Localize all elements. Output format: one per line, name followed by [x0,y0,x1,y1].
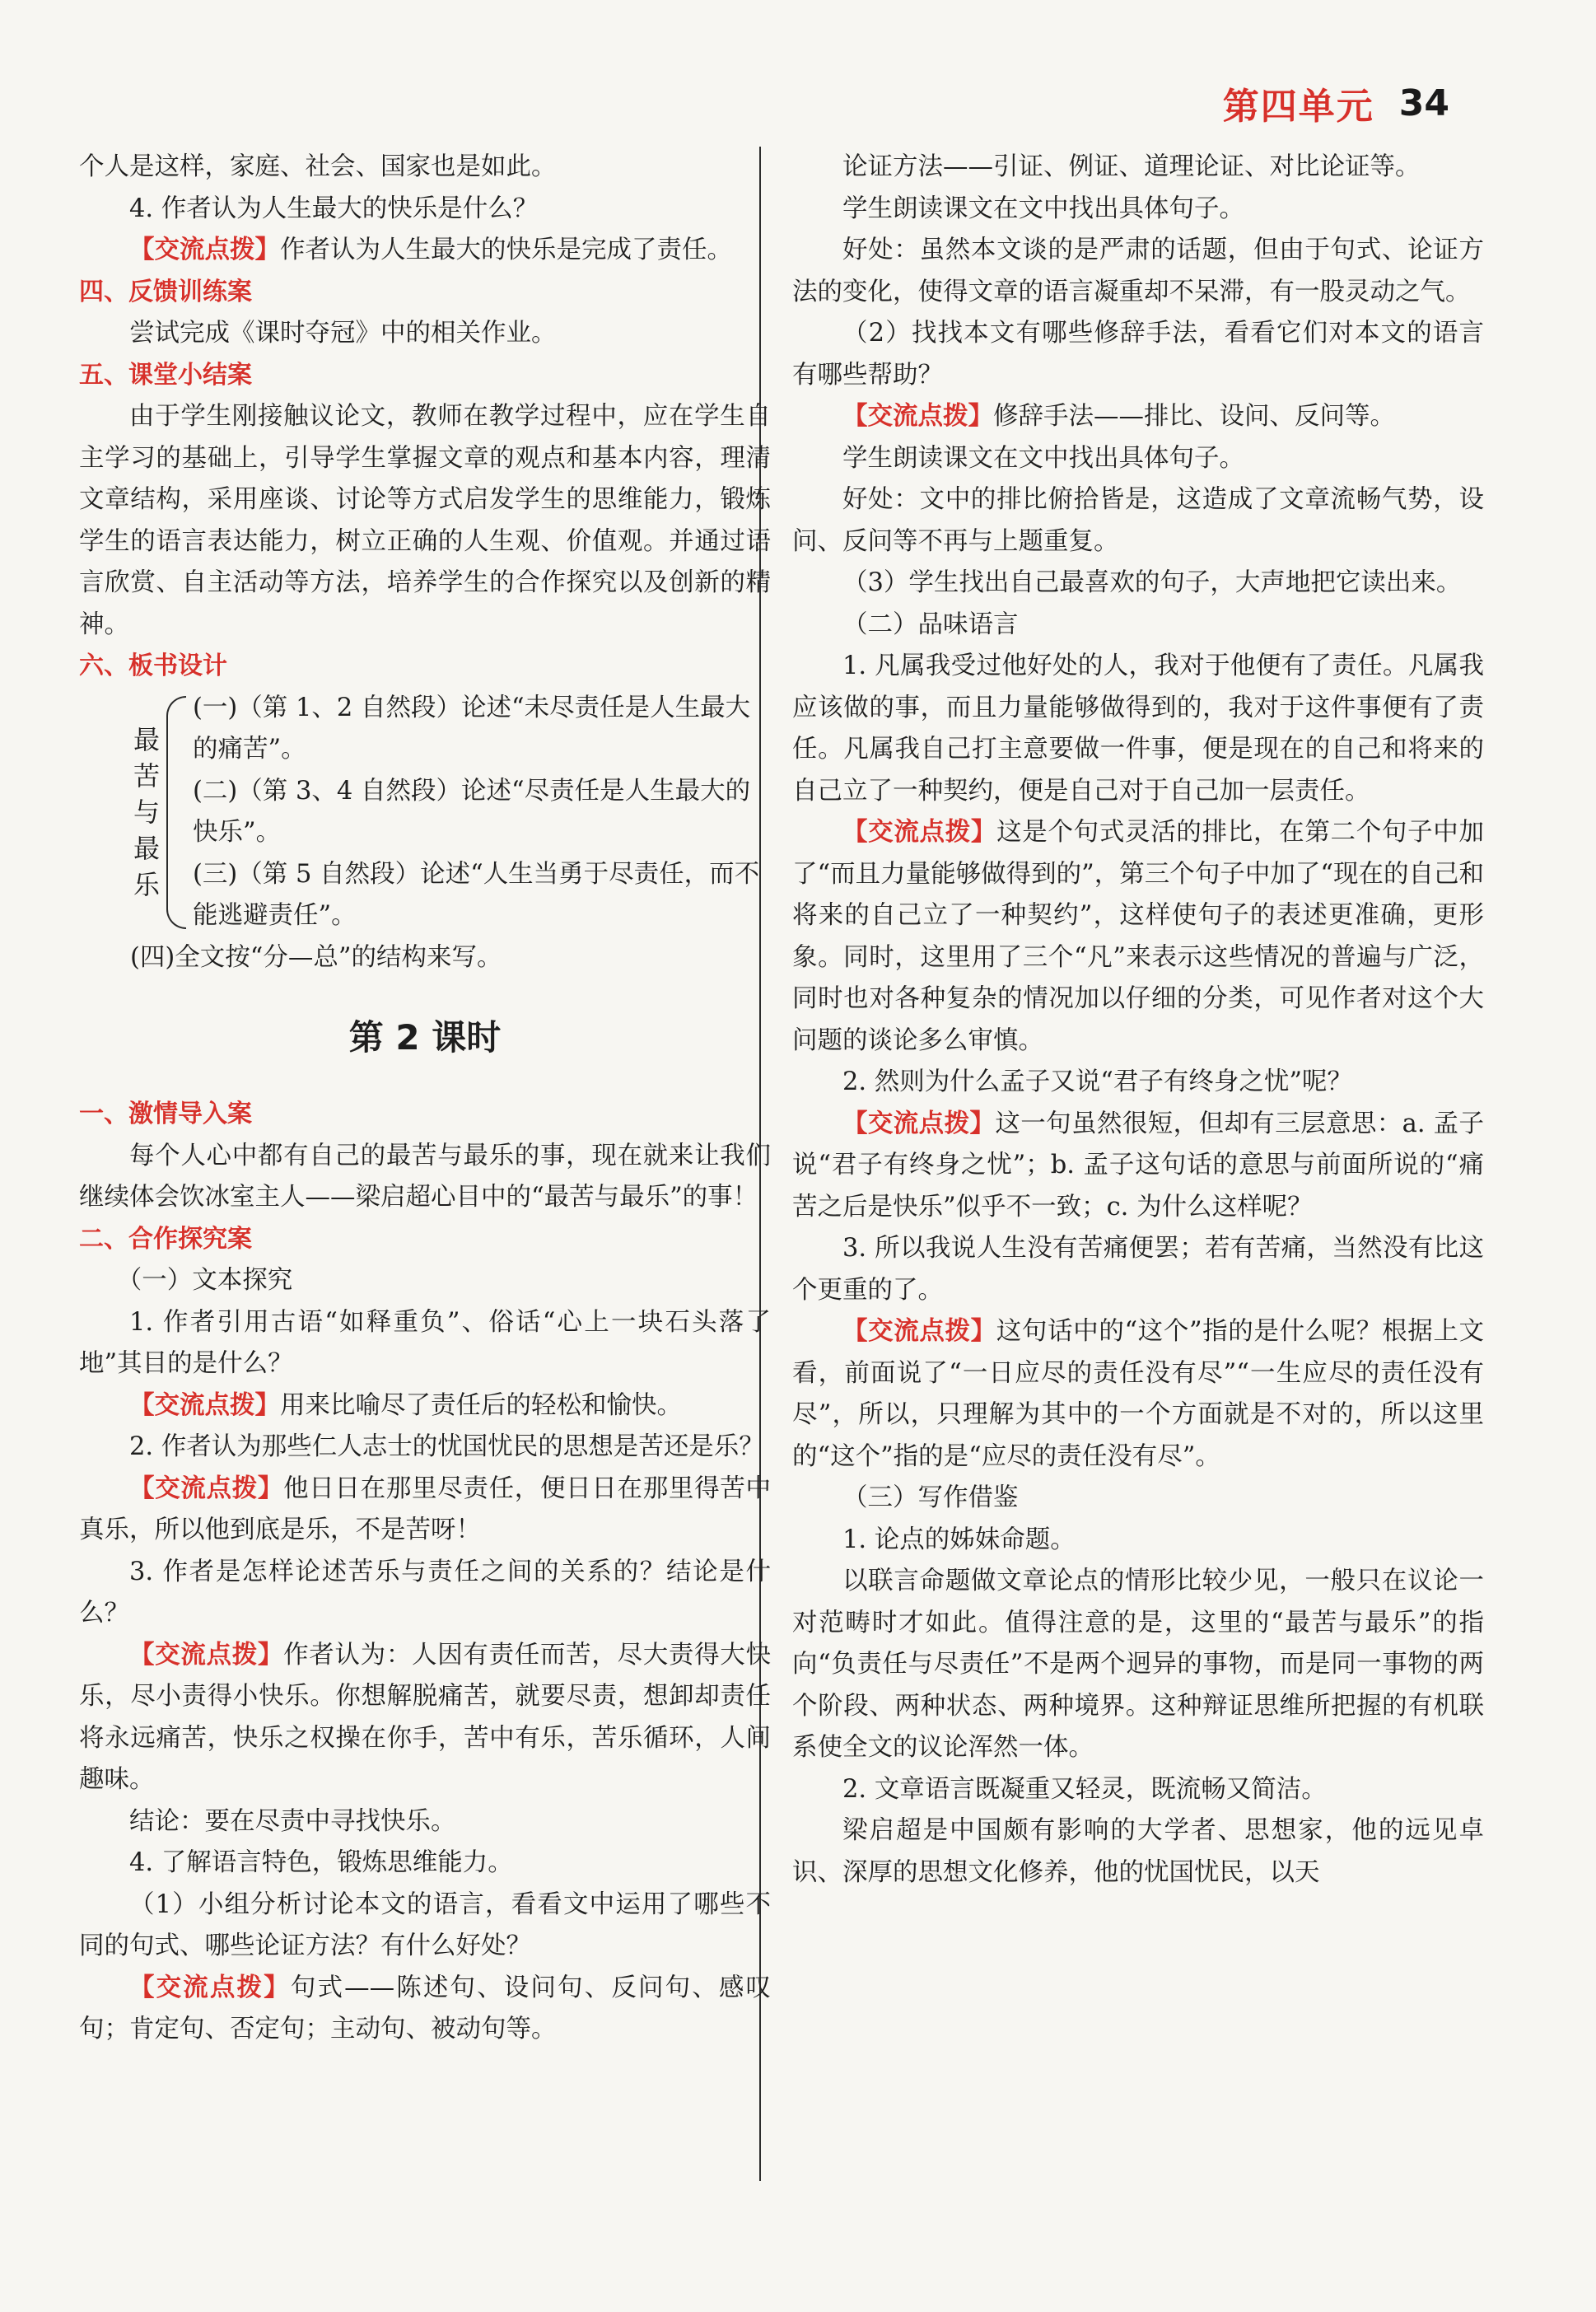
lesson-title: 第 2 课时 [348,1017,502,1058]
paragraph: 1. 论点的姊妹命题。 [842,1525,1076,1554]
answer [792,396,1484,438]
board-title-char: 苦 [133,760,160,792]
paragraph: 论证方法——引证、例证、道理论证、对比论证等。 [842,152,1421,181]
unit-label: 第四单元 [1222,86,1374,128]
board-title [130,722,163,903]
right-column [792,147,1484,1894]
paragraph: 尝试完成《课时夺冠》中的相关作业。 [129,319,557,348]
section-heading: 四、反馈训练案 [79,277,252,306]
answer [79,1385,771,1427]
question: 1. 作者引用古语“如释重负”、俗话“心上一块石头落了地”其目的是什么？ [79,1307,771,1378]
left-column [79,147,771,2051]
page-header [1219,74,1449,132]
board-item: (三)（第 5 自然段）论述“人生当勇于尽责任，而不能逃避责任”。 [193,859,760,930]
answer-tag: 【交流点拨】 [842,818,997,847]
board-items [193,688,771,937]
paragraph: 由于学生刚接触议论文，教师在教学过程中，应在学生自主学习的基础上，引导学生掌握文章的观点和基本内容，理清文章结构，采用座谈、讨论等方式启发学生的思维能力，锻炼学生的语言表达能力，树立正确的人生观、价值观。并通过语言欣赏、自主活动等方法，培养学生的合作探究以及创新的精神。 [79,402,771,639]
answer-text: 修辞手法——排比、设问、反问等。 [993,402,1395,431]
paragraph: 好处：虽然本文谈的是严肃的话题，但由于句式、论证方法的变化，使得文章的语言凝重却不呆滞，有一股灵动之气。 [792,236,1484,306]
paragraph: 学生朗读课文在文中找出具体句子。 [842,443,1244,473]
section-heading: 六、板书设计 [79,652,227,680]
answer-text: 句式——陈述句、设问句、反问句、感叹句；肯定句、否定句；主动句、被动句等。 [79,1973,772,2043]
question: （1）小组分析讨论本文的语言，看看文中运用了哪些不同的句式、哪些论证方法？有什么好处？ [79,1889,771,1960]
answer-tag: 【交流点拨】 [129,1390,280,1420]
brace [166,696,186,929]
answer-tag: 【交流点拨】 [129,236,280,264]
answer-text: 这是个句式灵活的排比，在第二个句子中加了“而且力量能够做得到的”，第三个句子中加了“现在的自己和将来的自己立了一种契约”，这样使句子的表述更准确，更形象。同时，这里用了三个“凡”来表示这些情况的普遍与广泛，同时也对各种复杂的情况加以仔细的分类，可见作者对这个大问题的谈论多么审慎。 [792,818,1484,1055]
paragraph: 以联言命题做文章论点的情形比较少见，一般只在议论一对范畴时才如此。值得注意的是，这里的“最苦与最乐”的指向“负责任与尽责任”不是两个迥异的事物，而是同一事物的两个阶段、两种状态、两种境界。这种辩证思维所把握的有机联系使全文的议论浑然一体。 [792,1567,1484,1762]
subheading: （一）文本探究 [116,1266,293,1295]
board-item: (四)全文按“分—总”的结构来写。 [130,942,502,972]
answer-text: 这一句虽然很短，但却有三层意思：a. 孟子说“君子有终身之忧”；b. 孟子这句话的意思与前面所说的“痛苦之后是快乐”似乎不一致；c. 为什么这样呢？ [792,1109,1484,1221]
question: 3. 作者是怎样论述苦乐与责任之间的关系的？结论是什么？ [79,1557,771,1628]
quote: 1. 凡属我受过他好处的人，我对于他便有了责任。凡属我应该做的事，而且力量能够做得到的，我对于这件事便有了责任。凡属我自己打主意要做一件事，便是现在的自己和将来的自己立了一种契约，便是自己对于自己加一层责任。 [792,652,1484,806]
board-design [130,688,771,937]
subheading: （二）品味语言 [842,610,1019,639]
answer-text: 作者认为：人因有责任而苦，尽大责得大快乐，尽小责得小快乐。你想解脱痛苦，就要尽责，想卸却责任将永远痛苦，快乐之权操在你手，苦中有乐，苦乐循环，人间趣味。 [79,1640,771,1794]
paragraph: 个人是这样，家庭、社会、国家也是如此。 [79,152,557,181]
paragraph: 好处：文中的排比俯拾皆是，这造成了文章流畅气势，设问、反问等不再与上题重复。 [792,485,1484,556]
question: 4. 了解语言特色，锻炼思维能力。 [129,1848,513,1877]
section-heading: 二、合作探究案 [79,1224,252,1254]
section-heading: 五、课堂小结案 [79,360,252,390]
section-heading: 一、激情导入案 [79,1100,252,1128]
question: （3）学生找出自己最喜欢的句子，大声地把它读出来。 [842,568,1462,597]
answer [792,812,1484,1062]
question: 2. 作者认为那些仁人志士的忧国忧民的思想是苦还是乐？ [129,1432,764,1461]
answer [79,230,771,272]
quote: 2. 然则为什么孟子又说“君子有终身之忧”呢？ [842,1067,1352,1096]
answer-tag: 【交流点拨】 [129,1474,284,1503]
page-number: 34 [1398,82,1449,124]
answer [79,1635,771,1801]
question: （2）找找本文有哪些修辞手法，看看它们对本文的语言有哪些帮助？ [792,319,1484,390]
board-title-char: 最 [133,833,160,864]
answer [792,1104,1484,1229]
board-title-char: 最 [133,724,160,755]
answer-text: 这句话中的“这个”指的是什么呢？根据上文看，前面说了“一日应尽的责任没有尽”“一生应尽的责任没有尽”，所以，只理解为其中的一个方面就是不对的，所以这里的“这个”指的是“应尽的责任没有尽”。 [792,1317,1484,1471]
answer-text: 用来比喻尽了责任后的轻松和愉快。 [280,1390,682,1420]
board-item: (二)（第 3、4 自然段）论述“尽责任是人生最大的快乐”。 [193,776,751,847]
answer-tag: 【交流点拨】 [842,402,993,431]
answer-text: 他日日在那里尽责任，便日日在那里得苦中真乐，所以他到底是乐，不是苦呀！ [79,1474,771,1544]
subheading: （三）写作借鉴 [842,1483,1019,1512]
quote: 3. 所以我说人生没有苦痛便罢；若有苦痛，当然没有比这个更重的了。 [792,1234,1484,1305]
paragraph: 2. 文章语言既凝重又轻灵，既流畅又简洁。 [842,1774,1327,1804]
board-item: (一)（第 1、2 自然段）论述“未尽责任是人生最大的痛苦”。 [193,693,751,764]
board-title-char: 与 [133,796,160,828]
answer [79,1469,771,1552]
paragraph: 学生朗读课文在文中找出具体句子。 [842,194,1244,223]
answer-tag: 【交流点拨】 [842,1109,996,1138]
paragraph: 梁启超是中国颇有影响的大学者、思想家，他的远见卓识、深厚的思想文化修养，他的忧国忧民，以天 [792,1816,1484,1887]
paragraph: 每个人心中都有自己的最苦与最乐的事，现在就来让我们继续体会饮冰室主人——梁启超心目中的“最苦与最乐”的事！ [79,1141,771,1212]
board-title-char: 乐 [133,869,160,900]
answer-text: 作者认为人生最大的快乐是完成了责任。 [280,236,732,264]
question: 4. 作者认为人生最大的快乐是什么？ [129,194,539,223]
paragraph: 结论：要在尽责中寻找快乐。 [129,1806,456,1836]
answer [79,1968,771,2051]
answer-tag: 【交流点拨】 [129,1973,291,2002]
answer-tag: 【交流点拨】 [842,1317,996,1346]
answer-tag: 【交流点拨】 [129,1640,284,1670]
answer [792,1311,1484,1478]
